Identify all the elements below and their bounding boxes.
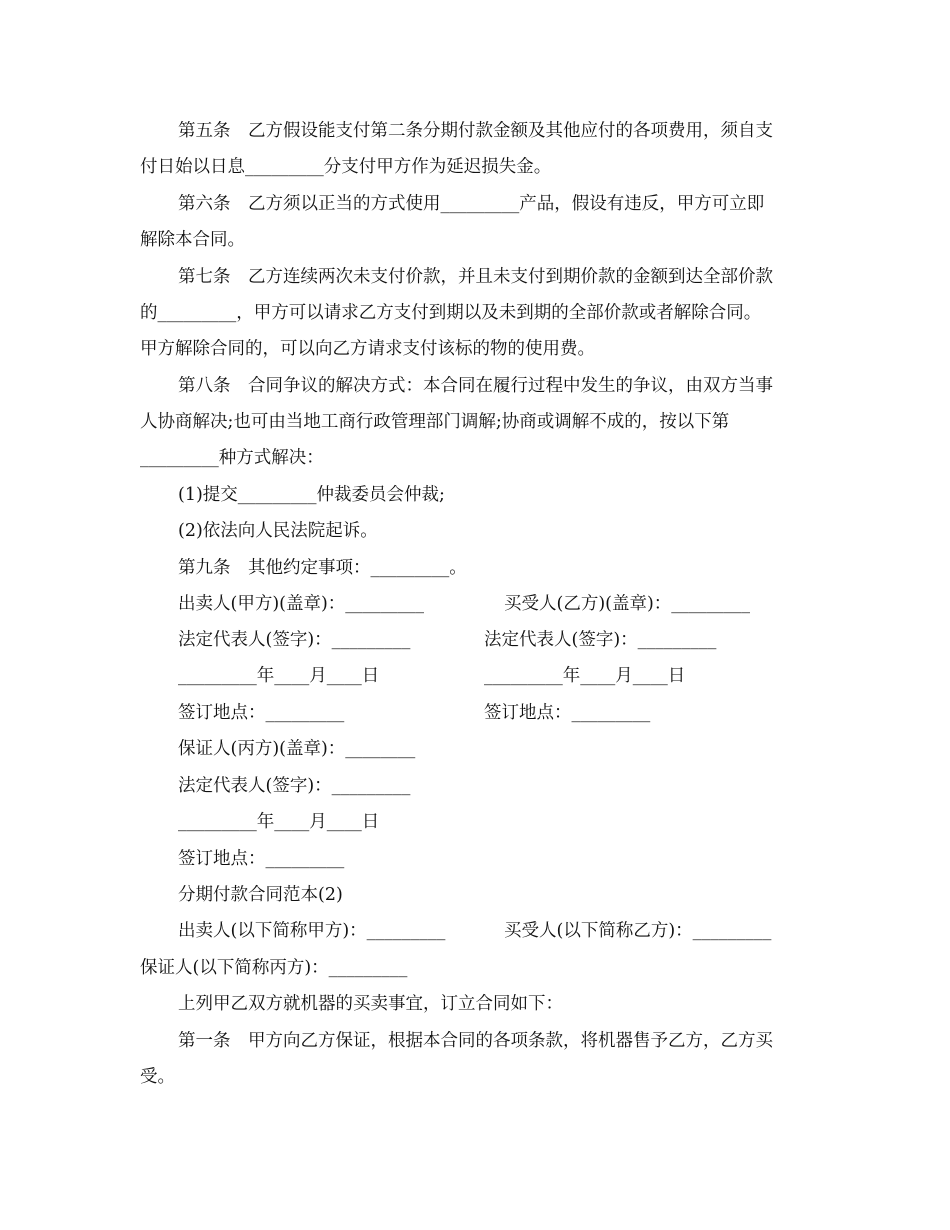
second-contract-title: 分期付款合同范本(2) (178, 885, 343, 905)
buyer-place: 签订地点：_________ (484, 703, 651, 723)
buyer-date: _________年____月____日 (484, 666, 686, 686)
guarantor-seal: 保证人(丙方)(盖章)：________ (178, 739, 416, 759)
article-7-line-2: 的_________，甲方可以请求乙方支付到期以及未到期的全部价款或者解除合同。 (140, 303, 762, 323)
second-contract-guarantor: 保证人(以下简称丙方)：_________ (140, 958, 408, 978)
article-8-line-1: 第八条 合同争议的解决方式：本合同在履行过程中发生的争议，由双方当事 (178, 376, 773, 396)
second-seller: 出卖人(以下简称甲方)：_________ (178, 921, 446, 941)
article-7-line-3: 甲方解除合同的，可以向乙方请求支付该标的物的使用费。 (140, 339, 595, 359)
second-buyer: 买受人(以下简称乙方)：_________ (504, 921, 772, 941)
article-5-line-2: 付日始以日息_________分支付甲方作为延迟损失金。 (140, 157, 552, 177)
option-1: (1)提交_________仲裁委员会仲裁; (178, 485, 445, 505)
second-contract-intro: 上列甲乙双方就机器的买卖事宜，订立合同如下： (178, 994, 563, 1014)
guarantor-legal-rep: 法定代表人(签字)：_________ (178, 776, 411, 796)
sign-row-date (0, 664, 950, 690)
article-7-line-1: 第七条 乙方连续两次未支付价款，并且未支付到期价款的金额到达全部价款 (178, 267, 773, 287)
seller-legal-rep: 法定代表人(签字)：_________ (178, 630, 411, 650)
article-8-line-2: 人协商解决;也可由当地工商行政管理部门调解;协商或调解不成的，按以下第 (140, 412, 730, 432)
article-8-line-3: _________种方式解决： (140, 448, 324, 468)
seller-date: _________年____月____日 (178, 666, 380, 686)
seller-place: 签订地点：_________ (178, 703, 345, 723)
second-contract-article-1-cont: 受。 (140, 1067, 175, 1087)
second-contract-article-1: 第一条 甲方向乙方保证，根据本合同的各项条款，将机器售予乙方，乙方买 (178, 1031, 773, 1051)
article-5-line-1: 第五条 乙方假设能支付第二条分期付款金额及其他应付的各项费用，须自支 (178, 121, 773, 141)
sign-row-seller-buyer (0, 592, 950, 618)
sign-row-legal-rep (0, 628, 950, 654)
buyer-legal-rep: 法定代表人(签字)：_________ (484, 630, 717, 650)
buyer-seal: 买受人(乙方)(盖章)：_________ (504, 594, 751, 614)
article-9: 第九条 其他约定事项：_________。 (178, 558, 467, 578)
article-6-line-2: 解除本合同。 (140, 230, 245, 250)
seller-seal: 出卖人(甲方)(盖章)：_________ (178, 594, 425, 614)
option-2: (2)依法向人民法院起诉。 (178, 521, 378, 541)
second-contract-parties (0, 919, 950, 945)
guarantor-place: 签订地点：_________ (178, 849, 345, 869)
article-6-line-1: 第六条 乙方须以正当的方式使用_________产品，假设有违反，甲方可立即 (178, 194, 765, 214)
sign-row-place (0, 701, 950, 727)
guarantor-date: _________年____月____日 (178, 812, 380, 832)
